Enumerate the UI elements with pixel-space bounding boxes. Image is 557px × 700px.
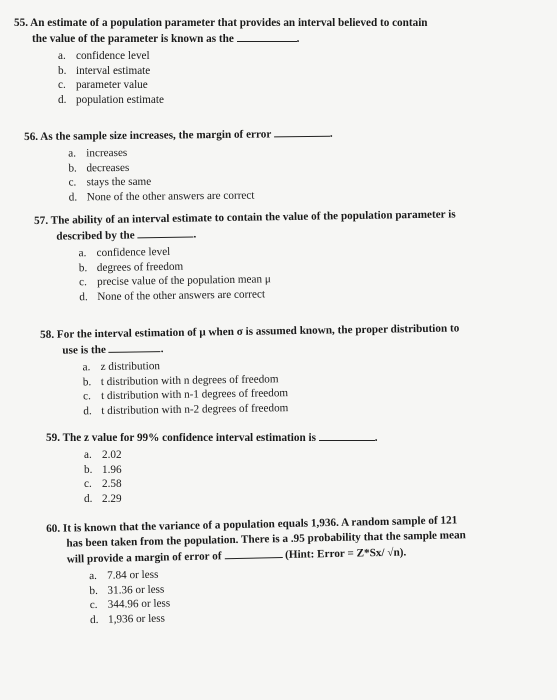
option-c[interactable] bbox=[84, 477, 378, 492]
question-text: the value of the parameter is known as the bbox=[32, 33, 234, 45]
option-letter: a. bbox=[58, 50, 66, 62]
question-text: . bbox=[193, 228, 197, 241]
question-text: has been taken from the population. There is a .95 probability that the sample mean bbox=[66, 529, 466, 550]
option-text: 2.58 bbox=[102, 478, 122, 490]
answer-blank[interactable] bbox=[237, 31, 297, 42]
option-text: 2.02 bbox=[102, 449, 122, 461]
question-text: . bbox=[374, 432, 378, 444]
option-letter: d. bbox=[83, 404, 92, 417]
question-text: . bbox=[329, 127, 333, 140]
option-b[interactable] bbox=[58, 64, 428, 79]
option-text: None of the other answers are correct bbox=[97, 287, 266, 303]
option-text: t distribution with n-2 degrees of freedom bbox=[101, 401, 289, 417]
option-letter: a. bbox=[89, 569, 98, 583]
option-text: degrees of freedom bbox=[96, 260, 184, 274]
question-57 bbox=[34, 207, 457, 305]
option-letter: d. bbox=[84, 492, 93, 505]
option-text: interval estimate bbox=[76, 64, 151, 77]
question-number: 56. bbox=[24, 130, 39, 143]
option-letter: b. bbox=[68, 161, 77, 175]
question-text: The z value for 99% confidence interval estimation is bbox=[62, 432, 316, 444]
option-a[interactable] bbox=[84, 448, 378, 463]
options-list bbox=[24, 144, 333, 205]
question-56 bbox=[24, 126, 333, 205]
question-text: described by the bbox=[56, 229, 135, 243]
option-text: t distribution with n degrees of freedom bbox=[100, 372, 279, 388]
option-d[interactable] bbox=[84, 492, 378, 507]
option-letter: d. bbox=[68, 190, 78, 204]
question-59-stem bbox=[46, 430, 378, 446]
option-text: None of the other answers are correct bbox=[86, 189, 255, 203]
option-a[interactable] bbox=[58, 49, 428, 64]
option-text: 7.84 or less bbox=[107, 568, 159, 582]
option-letter: c. bbox=[84, 478, 92, 490]
option-text: population estimate bbox=[76, 93, 164, 106]
options-list bbox=[14, 49, 428, 107]
option-text: confidence level bbox=[76, 50, 150, 62]
option-text: increases bbox=[86, 146, 128, 160]
option-d[interactable] bbox=[58, 93, 428, 108]
question-55-stem-line2 bbox=[14, 31, 428, 47]
answer-blank[interactable] bbox=[319, 430, 375, 441]
option-text: 1.96 bbox=[102, 463, 122, 476]
option-text: precise value of the population mean μ bbox=[96, 273, 271, 289]
option-d[interactable] bbox=[69, 187, 334, 204]
option-text: stays the same bbox=[86, 175, 152, 189]
option-text: z distribution bbox=[100, 360, 161, 374]
option-text: confidence level bbox=[96, 245, 171, 260]
options-list bbox=[41, 354, 461, 419]
option-letter: a. bbox=[82, 361, 91, 374]
option-text: 31.36 or less bbox=[107, 583, 165, 597]
option-letter: a. bbox=[84, 449, 92, 461]
option-letter: c. bbox=[89, 598, 98, 612]
question-text: The ability of an interval estimate to contain the value of the population parameter is bbox=[50, 208, 456, 227]
question-55-stem bbox=[14, 16, 428, 31]
answer-blank[interactable] bbox=[274, 126, 330, 138]
question-text: . bbox=[296, 33, 300, 45]
question-number: 58. bbox=[40, 328, 55, 341]
option-text: decreases bbox=[86, 161, 130, 174]
option-letter: a. bbox=[78, 247, 87, 260]
option-letter: c. bbox=[68, 176, 77, 189]
answer-blank[interactable] bbox=[109, 341, 161, 353]
question-60 bbox=[46, 513, 468, 628]
question-number: 57. bbox=[34, 214, 49, 227]
option-letter: d. bbox=[58, 93, 67, 106]
option-letter: b. bbox=[82, 375, 92, 388]
question-text: . bbox=[160, 343, 164, 356]
option-c[interactable] bbox=[58, 78, 428, 93]
option-letter: b. bbox=[78, 261, 88, 274]
question-text: As the sample size increases, the margin of error bbox=[40, 128, 272, 143]
option-text: 2.29 bbox=[102, 492, 122, 505]
option-text: parameter value bbox=[76, 79, 148, 91]
question-text: It is known that the variance of a population equals 1,936. A random sample of 121 bbox=[62, 514, 458, 535]
option-text: t distribution with n-1 degrees of freedom bbox=[100, 387, 289, 403]
option-text: 1,936 or less bbox=[107, 612, 166, 626]
option-letter: c. bbox=[82, 390, 91, 403]
question-text: will provide a margin of error of bbox=[66, 550, 222, 566]
option-letter: b. bbox=[84, 463, 93, 476]
question-number: 60. bbox=[46, 522, 61, 535]
question-text: An estimate of a population parameter that provides an interval believed to contain bbox=[30, 17, 428, 29]
option-letter: c. bbox=[58, 79, 66, 91]
answer-blank[interactable] bbox=[137, 226, 193, 238]
option-letter: b. bbox=[58, 64, 67, 77]
question-text: use is the bbox=[62, 343, 106, 357]
options-list bbox=[47, 561, 468, 628]
option-letter: b. bbox=[89, 584, 98, 597]
answer-blank[interactable] bbox=[224, 547, 282, 559]
question-56-stem bbox=[24, 126, 333, 145]
question-59 bbox=[46, 430, 378, 506]
option-letter: d. bbox=[79, 290, 88, 303]
option-letter: a. bbox=[68, 147, 77, 160]
option-text: 344.96 or less bbox=[107, 597, 171, 611]
option-letter: d. bbox=[89, 613, 99, 626]
question-hint: (Hint: Error = Z*Sx/ √n). bbox=[284, 546, 407, 561]
options-list bbox=[35, 240, 457, 305]
question-55 bbox=[14, 16, 428, 107]
question-58 bbox=[40, 321, 461, 419]
question-number: 55. bbox=[14, 17, 28, 29]
question-number: 59. bbox=[46, 432, 60, 444]
question-text: For the interval estimation of μ when σ is assumed known, the proper distribution to bbox=[56, 322, 460, 341]
option-letter: c. bbox=[78, 276, 87, 289]
options-list bbox=[46, 448, 378, 506]
option-b[interactable] bbox=[84, 463, 378, 478]
